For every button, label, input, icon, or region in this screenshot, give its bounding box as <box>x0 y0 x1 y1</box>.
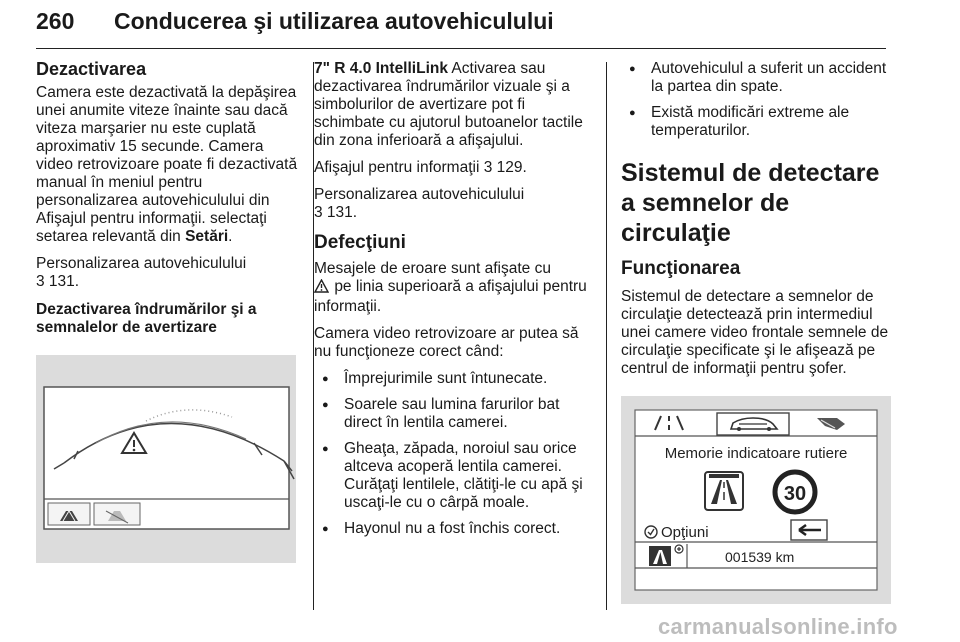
warning-triangle-icon <box>314 279 330 298</box>
subsection-heading: Funcţionarea <box>621 258 741 279</box>
options-label[interactable]: Opţiuni <box>661 524 709 541</box>
settings-term: Setări <box>185 228 229 245</box>
list-item: ● Gheaţa, zăpada, noroiul sau orice altceva acoperă lentila camerei. Curăţaţi lentilele, clătiţi-le cu apă şi uscaţi-le cu o cârpă moale. <box>314 440 598 512</box>
menu-title: Memorie indicatoare rutiere <box>664 445 848 462</box>
paragraph: 7" R 4.0 IntelliLink Activarea sau dezactivarea îndrumărilor vizuale şi a simbolurilor de avertizare pot fi schimbate cu ajutorul butoanelor tactile din zona inferioară a afişajului. <box>314 60 583 149</box>
motorway-sign-icon <box>705 472 743 510</box>
watermark: carmanualsonline.info <box>658 614 898 639</box>
column-divider <box>606 62 607 610</box>
bullet-list <box>314 370 598 538</box>
paragraph: Sistemul de detectare a semnelor de circulaţie detectează prin intermediul unei camere video frontale semnele de circulaţie specificate şi le afişează pe centrul de informaţii pentru şofer. <box>621 288 889 377</box>
infotainment-model: 7" R 4.0 IntelliLink <box>314 60 448 77</box>
speed-limit-value: 30 <box>783 483 807 505</box>
section-heading: Defecţiuni <box>314 232 406 253</box>
page-reference[interactable]: 3 131. <box>36 273 80 290</box>
column-3 <box>621 60 893 604</box>
traffic-sign-display-figure <box>621 396 891 604</box>
bullet-list <box>621 60 893 140</box>
page-header <box>36 8 886 49</box>
column-1 <box>36 60 302 563</box>
speed-limit-sign <box>775 472 815 512</box>
paragraph: Personalizarea autovehiculului 3 131. <box>314 186 525 221</box>
page-title: Conducerea şi utilizarea autovehiculului <box>114 8 554 34</box>
paragraph: Camera video retrovizoare ar putea să nu funcţioneze corect când: <box>314 325 579 360</box>
list-item: ● Autovehiculul a suferit un accident la partea din spate. <box>621 60 893 96</box>
section-heading: Dezactivarea <box>36 59 147 79</box>
list-item: ● Împrejurimile sunt întunecate. <box>314 370 598 388</box>
page-reference[interactable]: 3 131. <box>314 204 358 221</box>
section-heading: Sistemul de detectare a semnelor de circulaţie <box>621 159 880 247</box>
paragraph: Afişajul pentru informaţii 3 129. <box>314 159 527 176</box>
paragraph: Mesajele de eroare sunt afişate cu pe linia superioară a afişajului pentru informaţii. <box>314 260 587 315</box>
list-item: ● Hayonul nu a fost închis corect. <box>314 520 598 538</box>
odometer-value: 001539 km <box>725 549 795 565</box>
paragraph: Personalizarea autovehiculului 3 131. <box>36 255 247 290</box>
column-2 <box>314 60 598 546</box>
motorway-small-icon <box>649 546 671 566</box>
rear-camera-figure <box>36 355 296 563</box>
page-number: 260 <box>36 8 75 34</box>
paragraph: Camera este dezactivată la depăşirea unei anumite viteze înainte sau dacă viteza marşarier nu este cuplată aproximativ 15 secunde. Camera video retrovizoare poate fi dezactivată manual în meniul pentru personalizarea autovehiculului din Afişajul pentru informaţii. selectaţi setarea relevantă din Setări. <box>36 84 298 245</box>
list-item: ● Există modificări extreme ale temperaturilor. <box>621 104 893 140</box>
subsection-heading: Dezactivarea îndrumărilor şi a semnalelor de avertizare <box>36 301 257 336</box>
list-item: ● Soarele sau lumina farurilor bat direct în lentila camerei. <box>314 396 598 432</box>
